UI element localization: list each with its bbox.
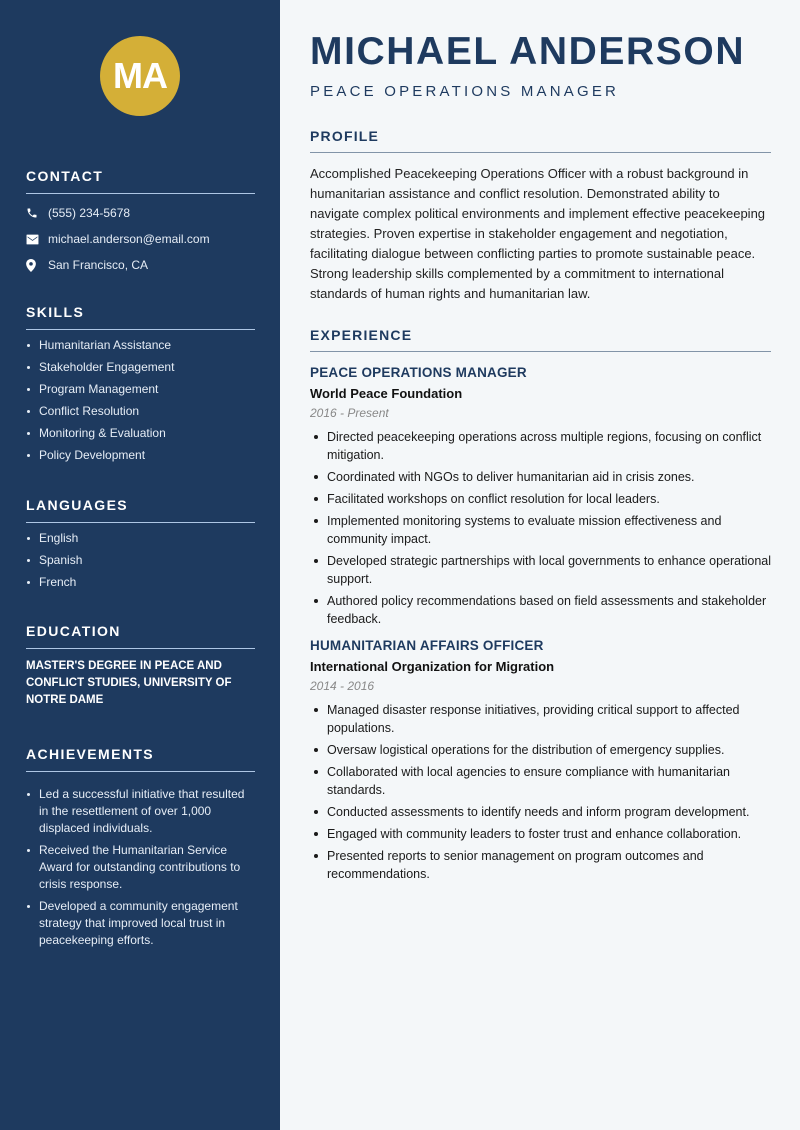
contact-phone[interactable] bbox=[26, 200, 255, 226]
job-bullet: Conducted assessments to identify needs and inform program development. bbox=[310, 803, 771, 821]
achievement-item: Received the Humanitarian Service Award for outstanding contributions to crisis response. bbox=[26, 842, 255, 893]
job-bullet: Coordinated with NGOs to deliver humanitarian aid in crisis zones. bbox=[310, 468, 771, 486]
phone-text: (555) 234-5678 bbox=[48, 206, 131, 220]
contact-email[interactable] bbox=[26, 226, 255, 252]
avatar bbox=[100, 36, 180, 116]
job-title: HUMANITARIAN AFFAIRS OFFICER bbox=[310, 638, 544, 653]
job-bullet: Developed strategic partnerships with local governments to enhance operational support. bbox=[310, 552, 771, 588]
skill-item: Conflict Resolution bbox=[26, 403, 255, 420]
languages-section bbox=[26, 497, 255, 596]
language-item: French bbox=[26, 574, 255, 591]
contact-location bbox=[26, 252, 255, 278]
contact-heading: CONTACT bbox=[26, 168, 255, 194]
skills-heading: SKILLS bbox=[26, 304, 255, 330]
job-bullets bbox=[310, 701, 771, 883]
email-text: michael.anderson@email.com bbox=[48, 232, 210, 246]
job-company: World Peace Foundation bbox=[310, 386, 463, 401]
job-bullet: Managed disaster response initiatives, providing critical support to affected populations. bbox=[310, 701, 771, 737]
language-item: English bbox=[26, 530, 255, 547]
profile-section bbox=[310, 128, 771, 304]
profile-text: Accomplished Peacekeeping Operations Officer with a robust background in humanitarian assistance and conflict resolution. Demonstrated ability to navigate complex political environments and implement effective peacekeeping strategies. Proven expertise in stakeholder engagement and negotiation, facilitating dialogue between conflicting parties to promote sustainable peace. Strong leadership skills complemented by a commitment to international standards of human rights and humanitarian law. bbox=[310, 166, 766, 301]
job-bullet: Oversaw logistical operations for the distribution of emergency supplies. bbox=[310, 741, 771, 759]
languages-list bbox=[26, 530, 255, 591]
job-dates: 2014 - 2016 bbox=[310, 679, 375, 693]
education-section bbox=[26, 623, 255, 709]
candidate-title: PEACE OPERATIONS MANAGER bbox=[310, 83, 620, 100]
skills-section bbox=[26, 304, 255, 469]
location-pin-icon bbox=[26, 259, 48, 272]
job-bullet: Engaged with community leaders to foster trust and enhance collaboration. bbox=[310, 825, 771, 843]
experience-section bbox=[310, 327, 771, 887]
achievement-item: Developed a community engagement strategy that improved local trust in peacekeeping efforts. bbox=[26, 898, 255, 949]
job-dates: 2016 - Present bbox=[310, 406, 389, 420]
languages-heading: LANGUAGES bbox=[26, 497, 255, 523]
job-title: PEACE OPERATIONS MANAGER bbox=[310, 365, 527, 380]
skill-item: Humanitarian Assistance bbox=[26, 337, 255, 354]
job-entry bbox=[310, 365, 771, 628]
skill-item: Program Management bbox=[26, 381, 255, 398]
job-bullet: Authored policy recommendations based on field assessments and stakeholder feedback. bbox=[310, 592, 771, 628]
education-degree: MASTER'S DEGREE IN PEACE AND CONFLICT STUDIES, UNIVERSITY OF NOTRE DAME bbox=[26, 660, 232, 706]
skill-item: Monitoring & Evaluation bbox=[26, 425, 255, 442]
sidebar bbox=[0, 0, 280, 1130]
email-icon bbox=[26, 234, 48, 245]
job-bullets bbox=[310, 428, 771, 628]
job-bullet: Directed peacekeeping operations across multiple regions, focusing on conflict mitigation. bbox=[310, 428, 771, 464]
job-bullet: Presented reports to senior management on program outcomes and recommendations. bbox=[310, 847, 771, 883]
experience-heading: EXPERIENCE bbox=[310, 327, 771, 352]
education-heading: EDUCATION bbox=[26, 623, 255, 649]
skills-list bbox=[26, 337, 255, 464]
language-item: Spanish bbox=[26, 552, 255, 569]
job-entry bbox=[310, 638, 771, 883]
contact-section bbox=[26, 168, 255, 278]
job-bullet: Implemented monitoring systems to evaluate mission effectiveness and community impact. bbox=[310, 512, 771, 548]
achievements-list bbox=[26, 786, 255, 949]
location-text: San Francisco, CA bbox=[48, 258, 149, 272]
skill-item: Policy Development bbox=[26, 447, 255, 464]
candidate-name: MICHAEL ANDERSON bbox=[310, 30, 746, 73]
job-company: International Organization for Migration bbox=[310, 659, 555, 674]
profile-heading: PROFILE bbox=[310, 128, 771, 153]
achievements-heading: ACHIEVEMENTS bbox=[26, 746, 255, 772]
job-bullet: Collaborated with local agencies to ensure compliance with humanitarian standards. bbox=[310, 763, 771, 799]
avatar-initials: MA bbox=[113, 55, 167, 96]
phone-icon bbox=[26, 207, 48, 219]
achievement-item: Led a successful initiative that resulted in the resettlement of over 1,000 displaced individuals. bbox=[26, 786, 255, 837]
achievements-section bbox=[26, 746, 255, 954]
job-bullet: Facilitated workshops on conflict resolution for local leaders. bbox=[310, 490, 771, 508]
skill-item: Stakeholder Engagement bbox=[26, 359, 255, 376]
